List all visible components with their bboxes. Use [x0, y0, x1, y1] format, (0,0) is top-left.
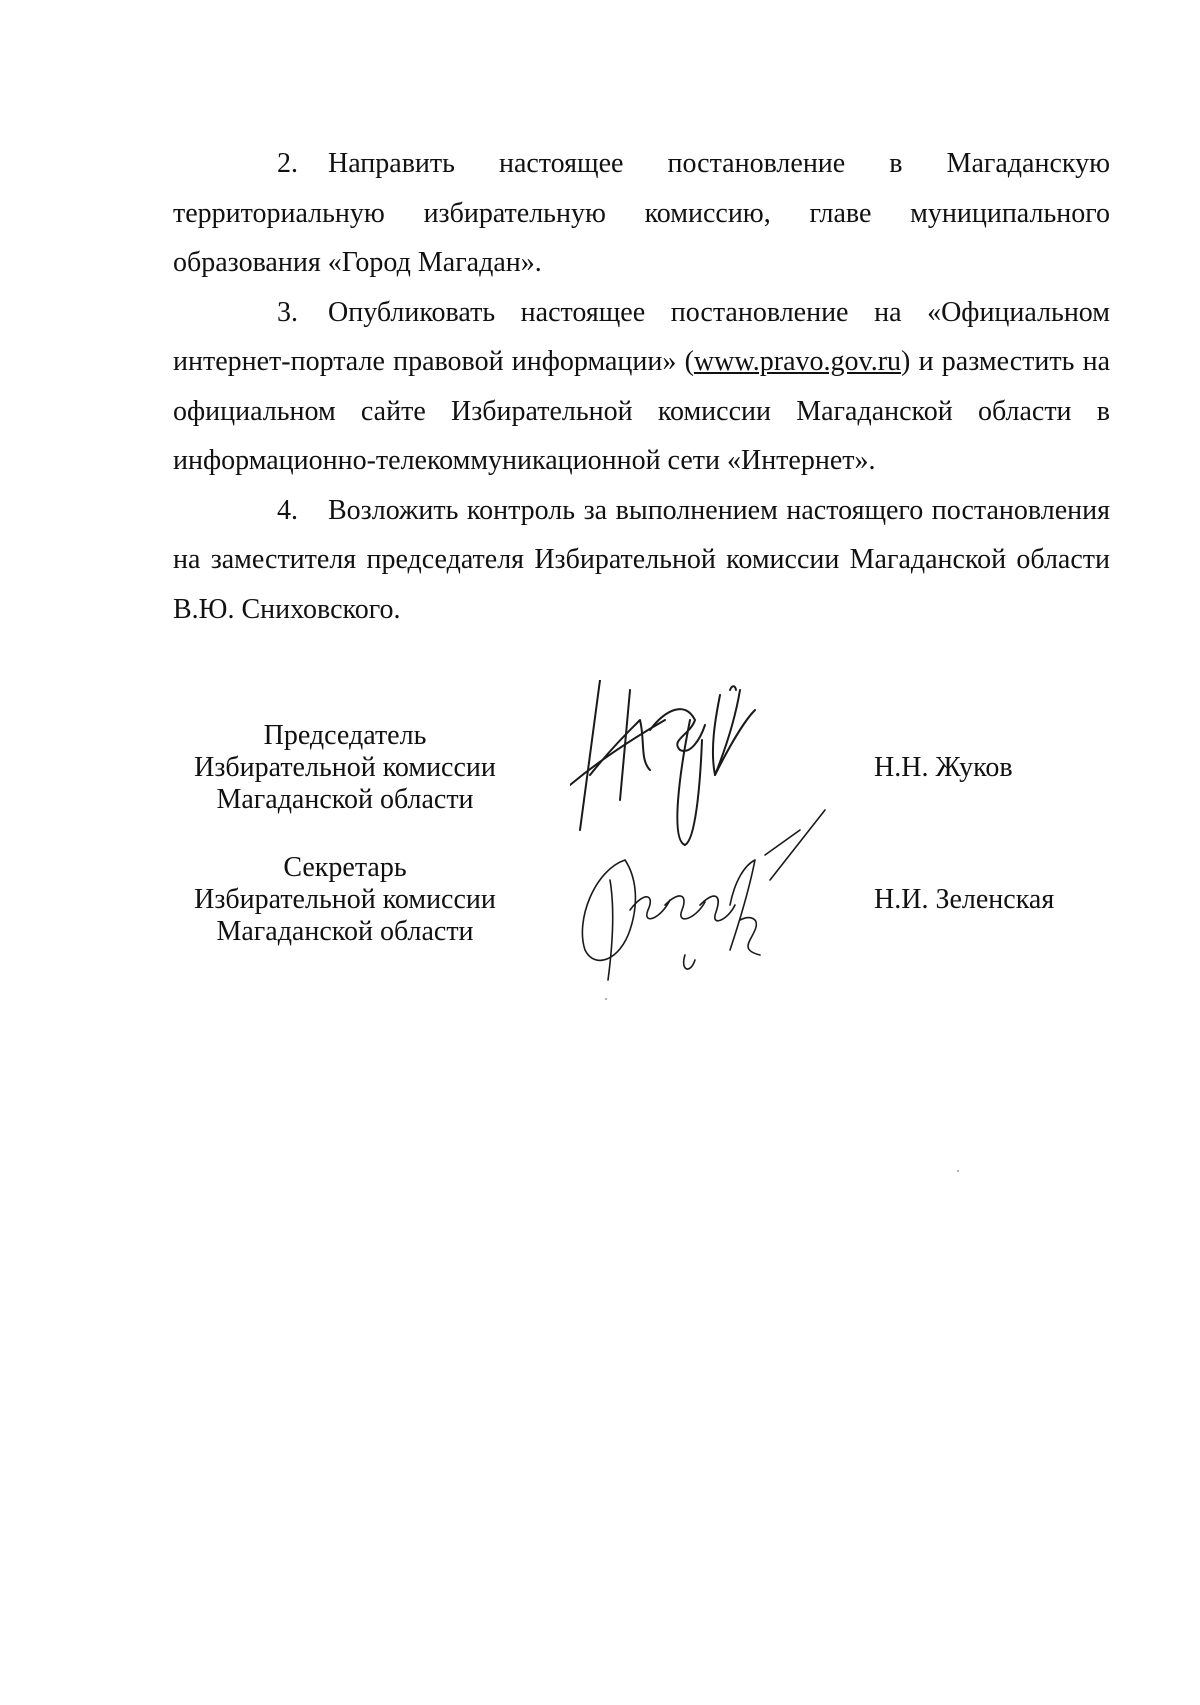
resolution-body	[173, 139, 1110, 634]
chairman-name: Н.Н. Жуков	[874, 752, 1013, 783]
paragraph-number: 3.	[277, 296, 298, 328]
title-line: Председатель	[263, 720, 427, 751]
chairman-title	[160, 720, 530, 816]
paragraph-text: Опубликовать настоящее постановление на «Официальном интернет-портале правовой информации» (	[173, 296, 1110, 377]
paragraph-item-3	[173, 288, 1110, 486]
handwritten-signatures-image	[570, 680, 850, 1000]
paragraph-item-2	[173, 139, 1110, 288]
paragraph-number: 2.	[277, 148, 298, 179]
title-line: Магаданской области	[216, 916, 474, 947]
paragraph-number: 4.	[277, 494, 298, 526]
secretary-title	[160, 852, 530, 948]
title-line: Избирательной комиссии	[194, 752, 496, 783]
chairman-signature-image	[570, 680, 755, 845]
scan-speck	[605, 998, 607, 1000]
title-line: Магаданской области	[216, 784, 474, 815]
paragraph-item-4	[173, 486, 1110, 635]
title-line: Секретарь	[283, 852, 407, 883]
scan-speck	[957, 1170, 959, 1172]
paragraph-text-continued: ) и разместить на официальном сайте Избирательной комиссии Магаданской области в информационно-телекоммуникационной сети «Интернет».	[173, 346, 1111, 476]
secretary-name: Н.И. Зеленская	[874, 884, 1055, 915]
pravo-portal-link[interactable]: www.pravo.gov.ru	[693, 346, 902, 377]
title-line: Избирательной комиссии	[194, 884, 496, 915]
secretary-signature-image	[582, 810, 825, 980]
paragraph-text: Направить настоящее постановление в Магаданскую территориальную избирательную комиссию, главе муниципального образования «Город Магадан».	[173, 148, 1110, 278]
paragraph-text: Возложить контроль за выполнением настоящего постановления на заместителя председателя Избирательной комиссии Магаданской области В.Ю. Сниховского.	[173, 494, 1110, 625]
